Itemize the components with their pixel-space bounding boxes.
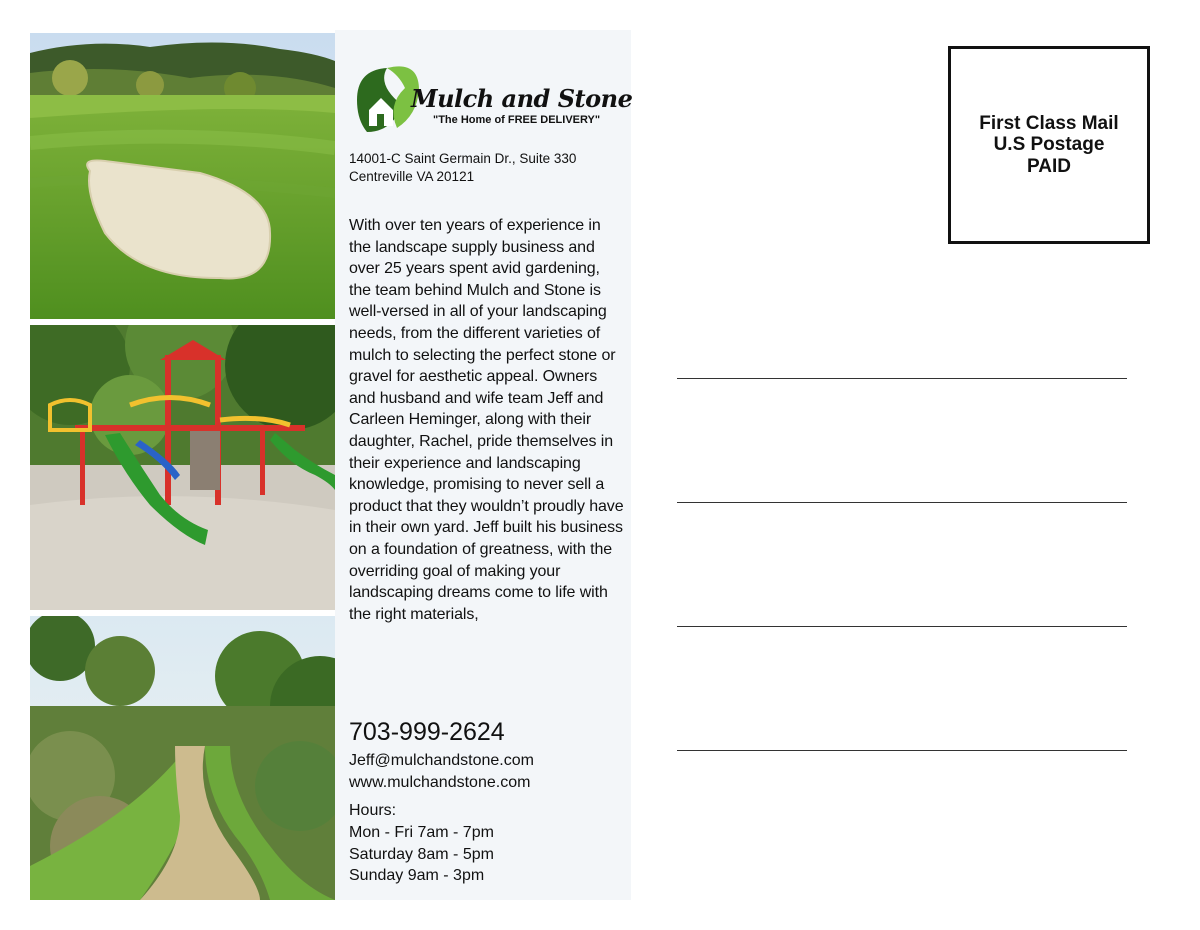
- hours-item: Saturday 8am - 5pm: [349, 845, 494, 863]
- address-line: [677, 378, 1127, 379]
- garden-path-photo: [30, 616, 335, 900]
- about-paragraph: With over ten years of experience in the landscape supply business and over 25 years spent avid gardening, the team behind Mulch and Stone is well-versed in all of your landscaping needs, from the different varieties of mulch to selecting the perfect stone or gravel for aesthetic appeal. Owners and husband and wife team Jeff and Carleen Heminger, along with their daughter, Rachel, pride themselves in their experience and landscaping knowledge, promising to never sell a product that they wouldn’t proudly have in their own yard. Jeff built his business on a foundation of greatness, with the overriding goal of making your landscaping dreams come to life with the right materials,: [349, 217, 624, 623]
- info-panel: [335, 30, 631, 900]
- brand-name: Mulch and Stone: [411, 84, 633, 113]
- hours-item: Mon - Fri 7am - 7pm: [349, 824, 494, 841]
- address-line-2: Centreville VA 20121: [349, 169, 475, 184]
- hours-list: [349, 822, 625, 887]
- playground-photo: [30, 325, 335, 610]
- postage-line-3: PAID: [1027, 155, 1071, 177]
- address-line: [677, 502, 1127, 503]
- address-line-1: 14001-C Saint Germain Dr., Suite 330: [349, 151, 577, 166]
- hours-item: Sunday 9am - 3pm: [349, 867, 485, 885]
- website-url[interactable]: www.mulchandstone.com: [349, 774, 531, 791]
- brand-tagline: "The Home of FREE DELIVERY": [433, 114, 601, 126]
- postage-box: [948, 46, 1150, 244]
- golf-bunker-photo: [30, 33, 335, 319]
- email-address[interactable]: Jeff@mulchandstone.com: [349, 752, 534, 769]
- address-line: [677, 750, 1127, 751]
- address-line: [677, 626, 1127, 627]
- postage-line-2: U.S Postage: [993, 134, 1105, 156]
- phone-number[interactable]: 703-999-2624: [349, 718, 505, 746]
- postage-line-1: First Class Mail: [979, 112, 1119, 134]
- hours-label: Hours:: [349, 802, 397, 819]
- business-address: [349, 150, 625, 186]
